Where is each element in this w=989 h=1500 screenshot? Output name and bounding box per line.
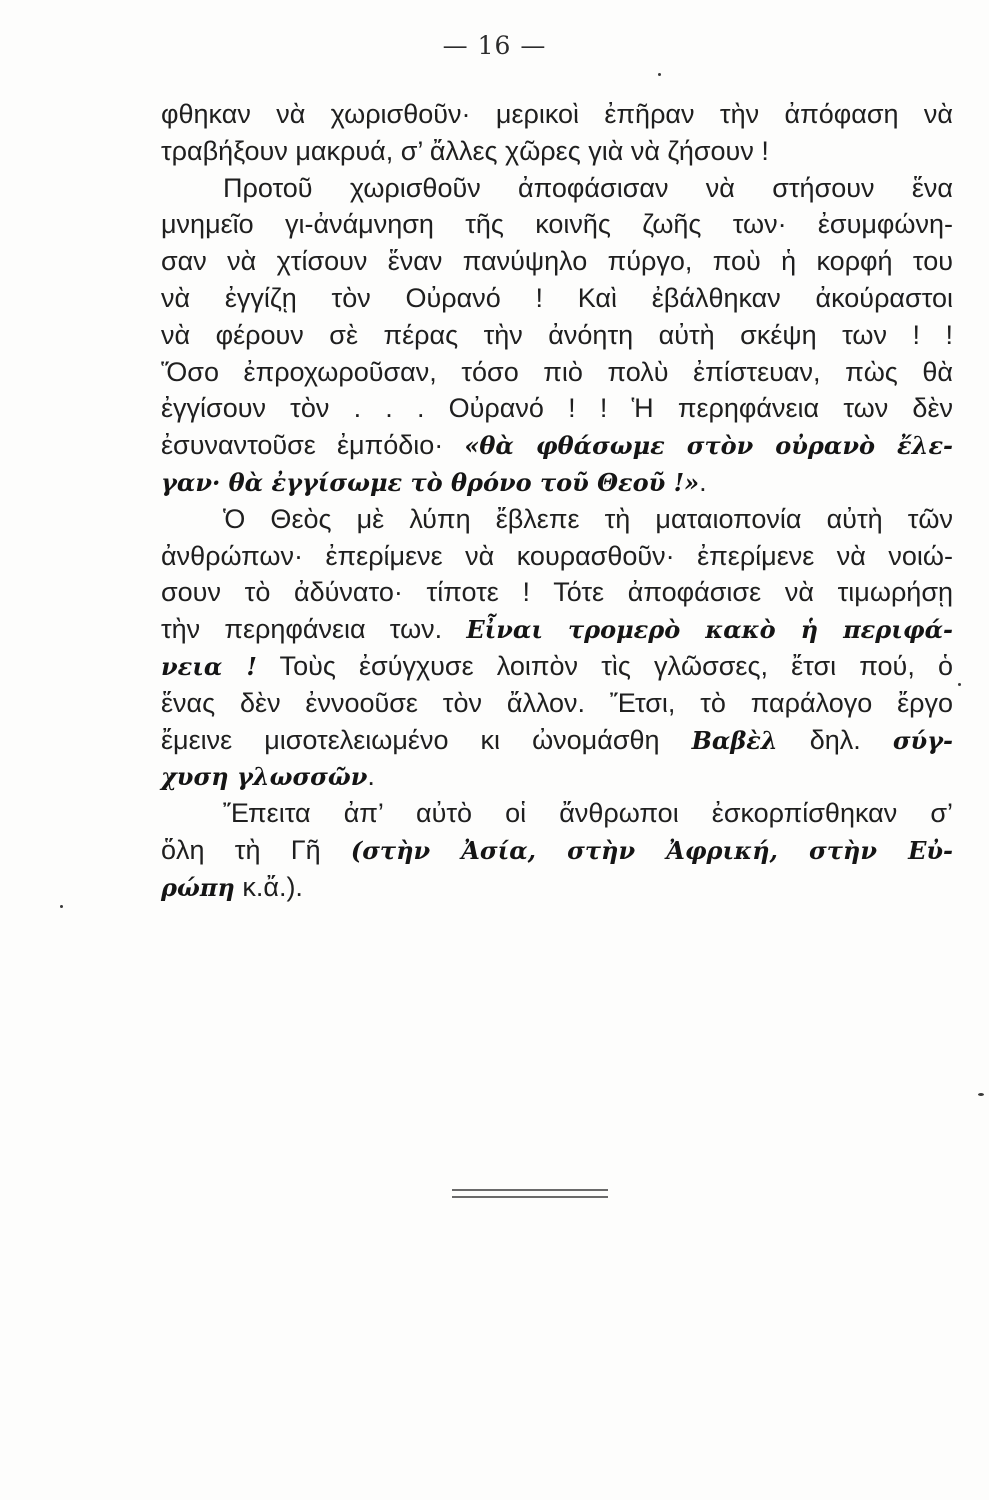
text-run: Ἔπειτα ἀπ’ αὐτὸ οἱ ἄνθρωποι ἐσκορπίσθηκαν σ’	[223, 798, 953, 829]
body-text	[161, 96, 953, 906]
text-run: μνημεῖο γι-ἀνάμνηση τῆς κοινῆς ζωῆς των· ἐσυμφώνη-	[161, 209, 953, 240]
text-line	[161, 170, 953, 207]
text-run: ἐγγίσουν τὸν . . . Οὐρανό ! ! Ἡ περηφάνεια των δὲν	[161, 393, 953, 424]
text-run: .	[367, 761, 375, 792]
text-line	[161, 611, 953, 648]
text-line	[161, 648, 953, 685]
text-line	[161, 317, 953, 354]
text-line	[161, 133, 953, 170]
text-run: Τοὺς ἐσύγχυσε λοιπὸν τὶς γλῶσσες, ἔτσι πού, ὁ	[256, 650, 953, 681]
bold-italic-phrase: «θὰ φθάσωμε στὸν οὐρανὸ ἔλε-	[464, 431, 953, 461]
text-line	[161, 685, 953, 722]
text-line	[161, 206, 953, 243]
page-number: — 16 —	[442, 31, 547, 60]
text-run: ἔμεινε μισοτελειωμένο κι ὠνομάσθη	[161, 724, 692, 755]
text-run: ἐσυναντοῦσε ἐμπόδιο·	[161, 430, 465, 461]
text-run: ὅλη τὴ Γῆ	[161, 834, 351, 865]
bold-italic-phrase: Βαβὲλ	[691, 725, 778, 755]
text-run: κ.ἄ.).	[234, 871, 303, 902]
bold-italic-phrase: γαν· θὰ ἐγγίσωμε τὸ θρόνο τοῦ Θεοῦ !»	[161, 467, 700, 497]
text-line	[161, 574, 953, 611]
text-run: νὰ φέρουν σὲ πέρας τὴν ἀνόητη αὐτὴ σκέψη των ! !	[161, 319, 953, 350]
text-line	[161, 501, 953, 538]
text-run: τὴν περηφάνεια των.	[161, 614, 467, 645]
text-line	[161, 96, 953, 133]
bold-italic-phrase: (στὴν Ἀσία, στὴν Ἀφρική, στὴν Εὐ-	[350, 835, 953, 865]
text-line	[161, 390, 953, 427]
text-line	[161, 722, 953, 759]
scan-speck	[658, 73, 661, 76]
bold-italic-phrase: νεια !	[161, 651, 257, 681]
text-line	[161, 832, 953, 869]
bold-italic-phrase: Εἶναι τρομερὸ κακὸ ἡ περιφά-	[466, 615, 953, 645]
text-run: ἕνας δὲν ἐννοοῦσε τὸν ἄλλον. Ἔτσι, τὸ παράλογο ἔργο	[161, 687, 953, 718]
text-line	[161, 464, 953, 501]
text-run: Προτοῦ χωρισθοῦν ἀποφάσισαν νὰ στήσουν ἕνα	[223, 172, 953, 203]
section-divider-rule	[452, 1189, 608, 1191]
bold-italic-phrase: χυση γλωσσῶν	[161, 762, 368, 792]
scan-speck	[958, 683, 961, 686]
text-line	[161, 869, 953, 906]
text-line	[161, 795, 953, 832]
text-run: σουν τὸ ἀδύνατο· τίποτε ! Τότε ἀποφάσισε νὰ τιμωρήσῃ	[161, 577, 953, 608]
section-divider-rule	[452, 1196, 608, 1198]
scan-speck	[60, 905, 63, 908]
text-line	[161, 243, 953, 280]
text-run: Ὁ Θεὸς μὲ λύπη ἔβλεπε τὴ ματαιοπονία αὐτὴ τῶν	[223, 503, 953, 534]
text-line	[161, 354, 953, 391]
text-run: νὰ ἐγγίζῃ τὸν Οὐρανό ! Καὶ ἐβάλθηκαν ἀκούραστοι	[161, 282, 953, 313]
text-run: δηλ.	[777, 724, 893, 755]
bold-italic-phrase: σύγ-	[892, 725, 953, 755]
text-line	[161, 758, 953, 795]
text-run: σαν νὰ χτίσουν ἕναν πανύψηλο πύργο, ποὺ ἡ κορφή του	[161, 246, 953, 277]
scan-speck	[978, 1093, 984, 1096]
text-line	[161, 538, 953, 575]
text-run: Ὅσο ἐπροχωροῦσαν, τόσο πιὸ πολὺ ἐπίστευαν, πὼς θὰ	[161, 356, 953, 387]
text-line	[161, 280, 953, 317]
text-run: .	[699, 466, 707, 497]
text-line	[161, 427, 953, 464]
text-run: τραβήξουν μακρυά, σ’ ἄλλες χῶρες γιὰ νὰ ζήσουν !	[161, 135, 769, 166]
bold-italic-phrase: ρώπη	[161, 872, 235, 902]
text-run: ἀνθρώπων· ἐπερίμενε νὰ κουρασθοῦν· ἐπερίμενε νὰ νοιώ-	[161, 540, 953, 571]
text-run: φθηκαν νὰ χωρισθοῦν· μερικοὶ ἐπῆραν τὴν ἀπόφαση νὰ	[161, 99, 953, 129]
